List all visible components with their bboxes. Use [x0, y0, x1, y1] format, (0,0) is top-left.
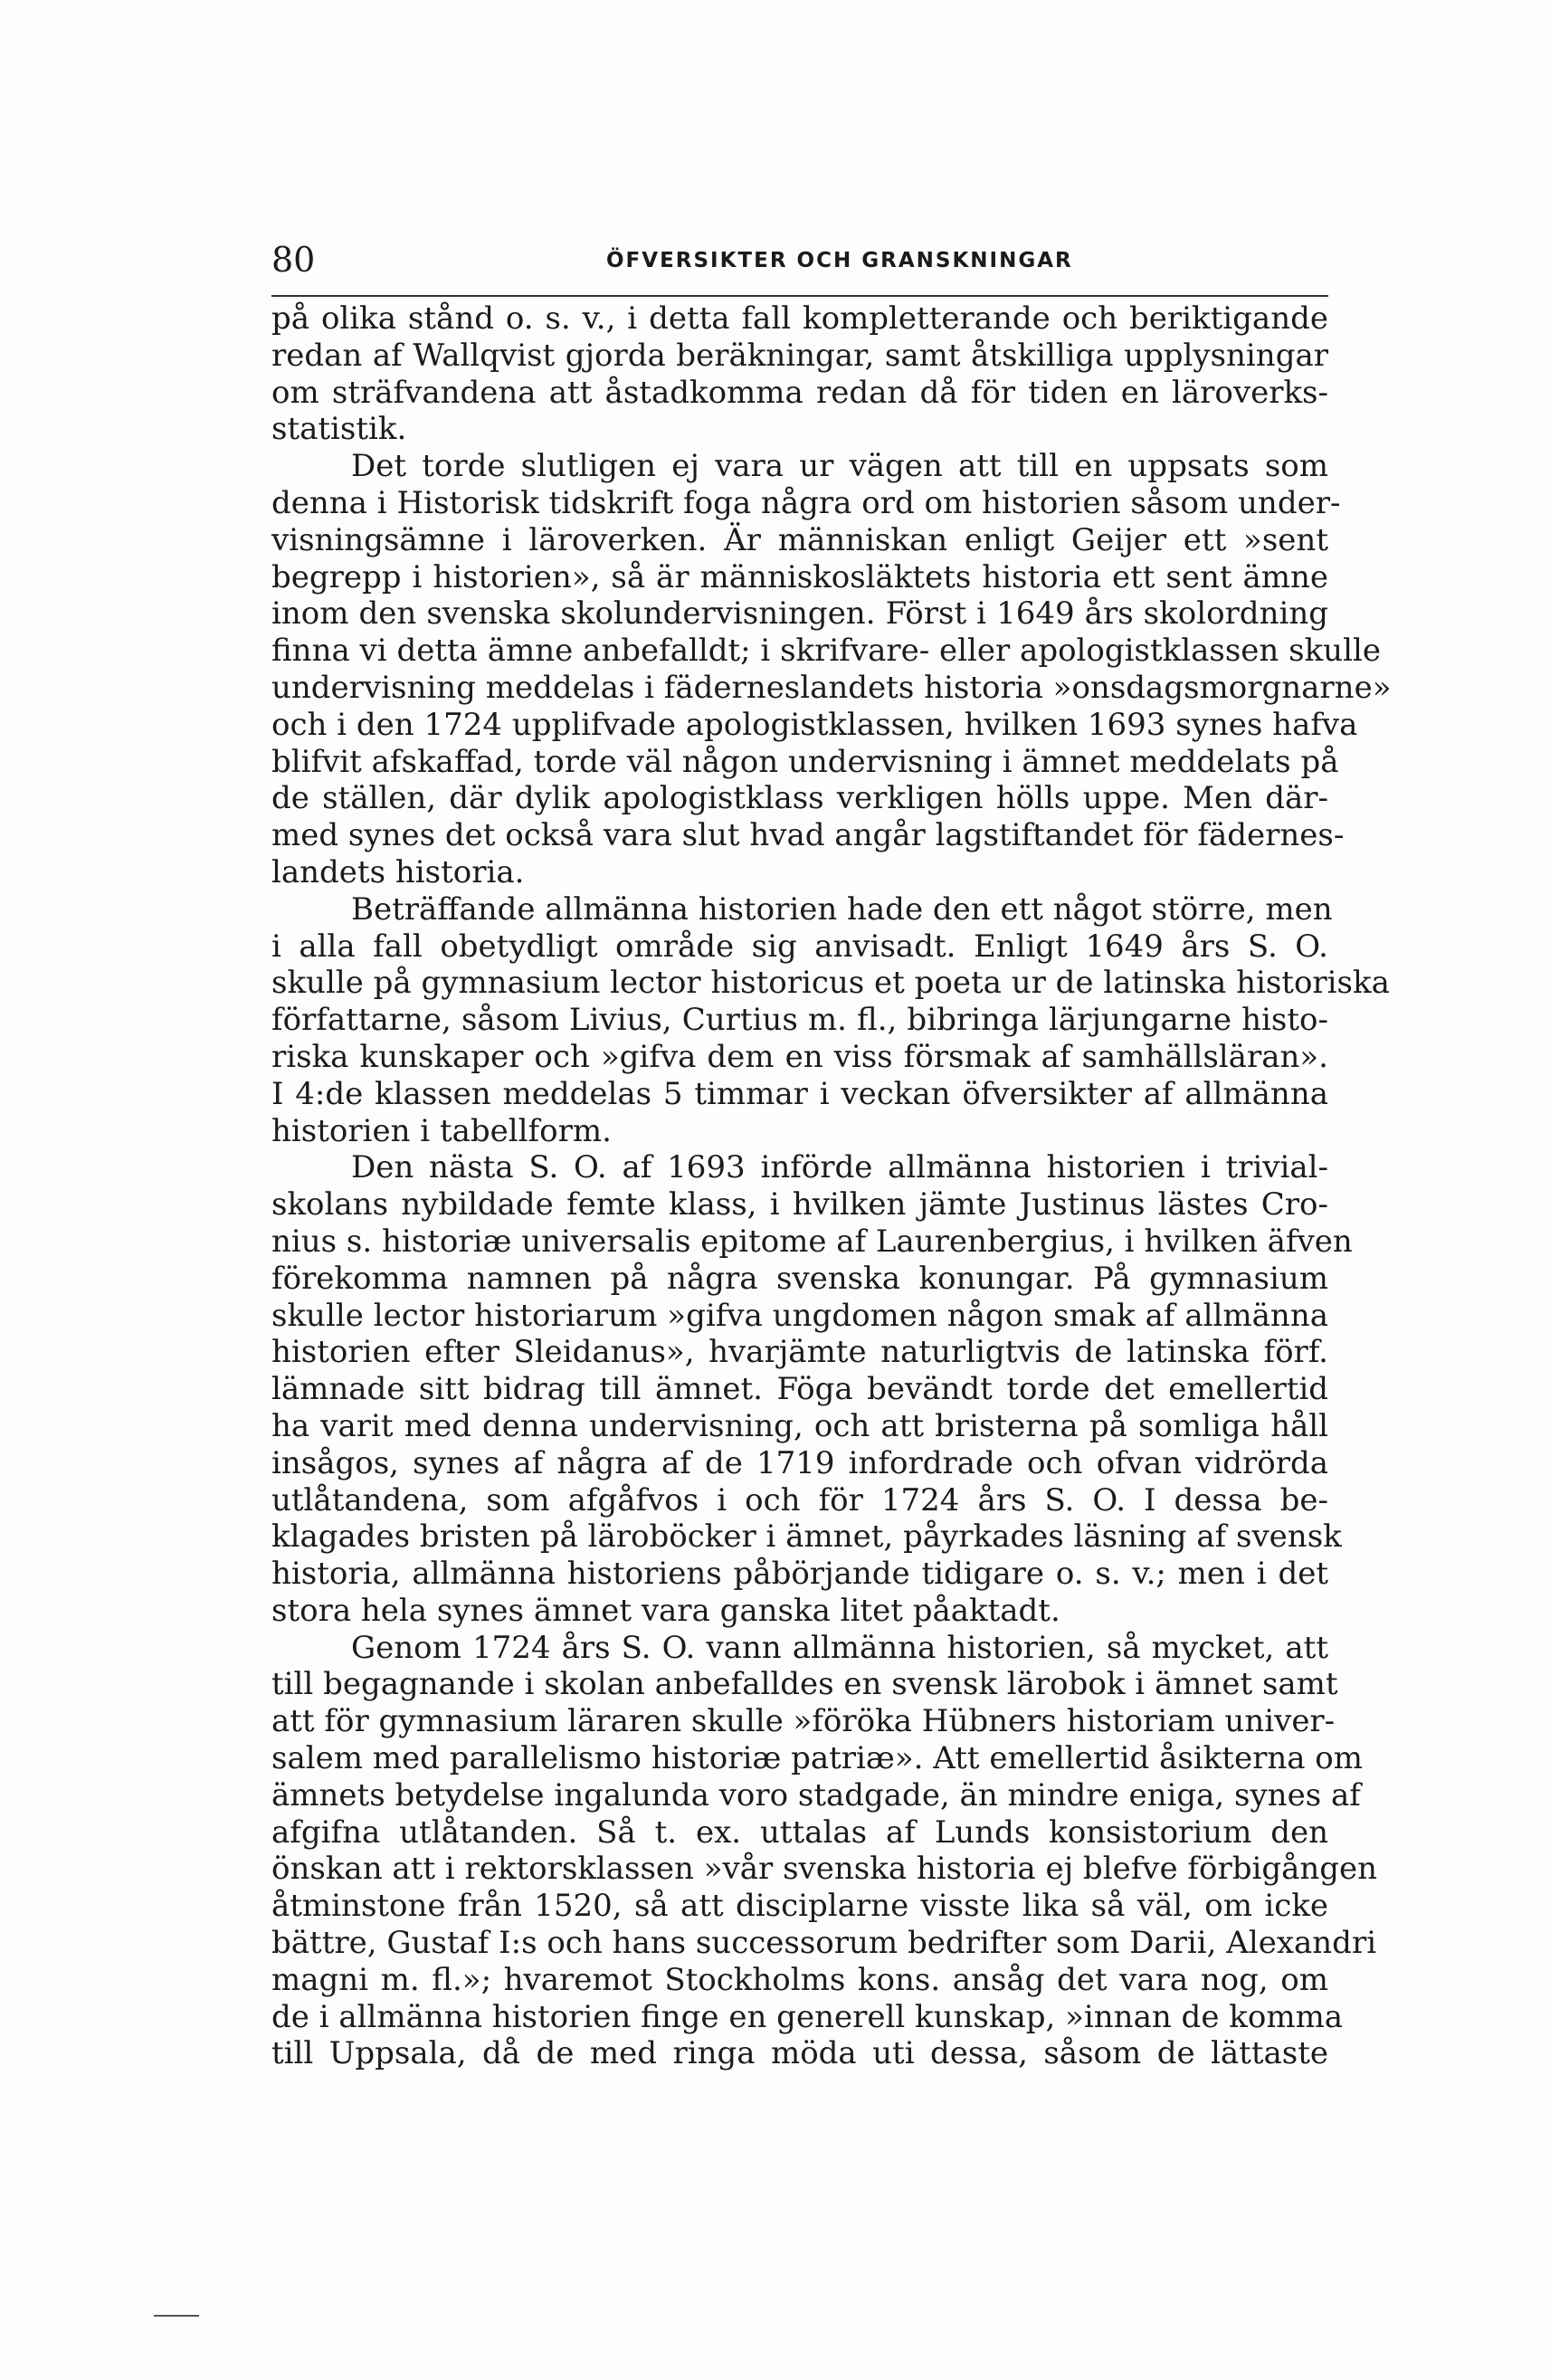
text-line: redan af Wallqvist gjorda beräkningar, samt åtskilliga upplysningar [271, 337, 1328, 374]
text-line: på olika stånd o. s. v., i detta fall kompletterande och beriktigande [271, 300, 1328, 337]
margin-mark [154, 2315, 199, 2317]
text-line: utlåtandena, som afgåfvos i och för 1724 års S. O. I dessa be- [271, 1481, 1328, 1518]
text-line: klagades bristen på läroböcker i ämnet, påyrkades läsning af svensk [271, 1518, 1342, 1556]
text-line: de i allmänna historien finge en generell kunskap, »innan de komma [271, 1998, 1344, 2035]
text-line: nius s. historiæ universalis epitome af Laurenbergius, i hvilken äfven [271, 1223, 1353, 1260]
text-line: afgifna utlåtanden. Så t. ex. uttalas af Lunds konsistorium den [271, 1814, 1328, 1851]
text-line: skolans nybildade femte klass, i hvilken jämte Justinus lästes Cro- [271, 1186, 1328, 1223]
text-line: att för gymnasium läraren skulle »föröka Hübners historiam univer- [271, 1703, 1336, 1740]
text-line: blifvit afskaffad, torde väl någon undervisning i ämnet meddelats på [271, 743, 1339, 780]
text-line: till begagnande i skolan anbefalldes en svensk lärobok i ämnet samt [271, 1666, 1338, 1703]
text-line: ha varit med denna undervisning, och att bristerna på somliga håll [271, 1407, 1328, 1444]
text-line: I 4:de klassen meddelas 5 timmar i veckan öfversikter af allmänna [271, 1075, 1328, 1112]
text-line: finna vi detta ämne anbefalldt; i skrifvare- eller apologistklassen skulle [271, 633, 1381, 670]
text-line: statistik. [271, 411, 407, 448]
running-head: ÖFVERSIKTER OCH GRANSKNINGAR [606, 249, 1073, 272]
body-text [271, 300, 1392, 2072]
text-line: till Uppsala, då de med ringa möda uti dessa, såsom de lättaste [271, 2035, 1328, 2072]
page-header [271, 237, 1330, 291]
text-line: salem med parallelismo historiæ patriæ». Att emellertid åsikterna om [271, 1740, 1364, 1777]
text-line: och i den 1724 upplifvade apologistklassen, hvilken 1693 synes hafva [271, 706, 1358, 743]
text-line: historien i tabellform. [271, 1112, 612, 1149]
text-line: de ställen, där dylik apologistklass verkligen hölls uppe. Men där- [271, 780, 1328, 817]
text-line: förekomma namnen på några svenska konungar. På gymnasium [271, 1260, 1328, 1297]
text-line: historien efter Sleidanus», hvarjämte naturligtvis de latinska förf. [271, 1334, 1328, 1371]
text-line: i alla fall obetydligt område sig anvisadt. Enligt 1649 års S. O. [271, 928, 1328, 965]
text-line: historia, allmänna historiens påbörjande tidigare o. s. v.; men i det [271, 1556, 1328, 1593]
page-number: 80 [271, 240, 316, 280]
text-line: riska kunskaper och »gifva dem en viss försmak af samhällsläran». [271, 1038, 1328, 1075]
text-line: med synes det också vara slut hvad angår lagstiftandet för fädernes- [271, 817, 1345, 854]
text-line: om sträfvandena att åstadkomma redan då för tiden en läroverks- [271, 374, 1328, 411]
text-line: lämnade sitt bidrag till ämnet. Föga bevändt torde det emellertid [271, 1371, 1328, 1408]
text-line: visningsämne i läroverken. Är människan enligt Geijer ett »sent [271, 521, 1328, 558]
text-line: undervisning meddelas i fäderneslandets historia »onsdagsmorgnarne» [271, 669, 1392, 706]
text-line: landets historia. [271, 853, 525, 890]
text-line: ämnets betydelse ingalunda voro stadgade, än mindre eniga, synes af [271, 1776, 1361, 1814]
text-line: inom den svenska skolundervisningen. Först i 1649 års skolordning [271, 595, 1328, 633]
text-line: Beträffande allmänna historien hade den ett något större, men [351, 890, 1333, 928]
text-line: denna i Historisk tidskrift foga några ord om historien såsom under- [271, 484, 1341, 521]
text-line: skulle lector historiarum »gifva ungdomen någon smak af allmänna [271, 1297, 1328, 1334]
text-line: insågos, synes af några af de 1719 infordrade och ofvan vidrörda [271, 1444, 1328, 1481]
text-line: Det torde slutligen ej vara ur vägen att till en uppsats som [351, 448, 1328, 485]
text-line: Den nästa S. O. af 1693 införde allmänna historien i trivial- [351, 1149, 1328, 1186]
text-line: Genom 1724 års S. O. vann allmänna historien, så mycket, att [351, 1629, 1328, 1666]
text-line: önskan att i rektorsklassen »vår svenska historia ej blefve förbigången [271, 1851, 1378, 1888]
text-line: skulle på gymnasium lector historicus et poeta ur de latinska historiska [271, 965, 1390, 1002]
text-line: åtminstone från 1520, så att disciplarne visste lika så väl, om icke [271, 1888, 1328, 1925]
text-line: magni m. fl.»; hvaremot Stockholms kons. ansåg det vara nog, om [271, 1961, 1328, 1998]
header-rule [271, 295, 1328, 297]
text-line: författarne, såsom Livius, Curtius m. fl., bibringa lärjungarne histo- [271, 1002, 1328, 1039]
text-line: bättre, Gustaf I:s och hans successorum bedrifter som Darii, Alexandri [271, 1925, 1377, 1962]
text-line: begrepp i historien», så är människosläktets historia ett sent ämne [271, 558, 1328, 595]
text-line: stora hela synes ämnet vara ganska litet påaktadt. [271, 1592, 1060, 1629]
